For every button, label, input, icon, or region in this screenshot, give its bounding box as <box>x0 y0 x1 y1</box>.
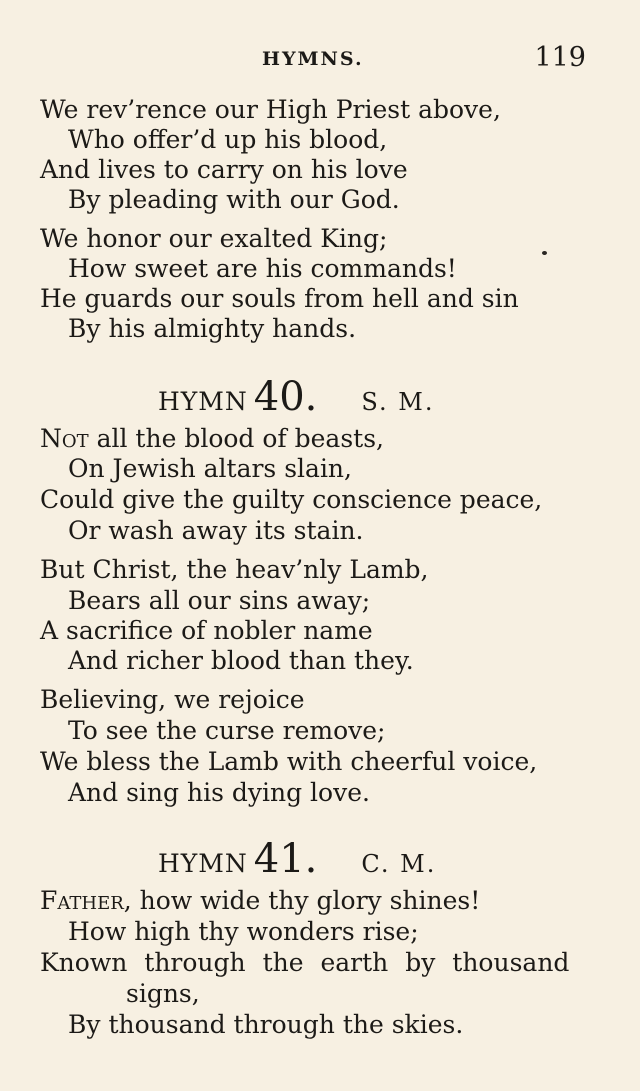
verse-line: Could give the guilty conscience peace, <box>40 485 543 514</box>
hymn-number: 40. <box>253 374 318 420</box>
verse-line: By pleading with our God. <box>68 185 400 214</box>
running-title: HYMNS. <box>262 48 364 70</box>
verse-line-runover: signs, <box>126 979 200 1008</box>
initial-word: Father <box>40 886 124 915</box>
verse-line: But Christ, the heav’nly Lamb, <box>40 555 429 584</box>
ink-speck <box>542 251 547 255</box>
verse-line: Believing, we rejoice <box>40 685 305 714</box>
verse-line: How high thy wonders rise; <box>68 917 419 946</box>
verse-line: How sweet are his commands! <box>68 254 457 283</box>
hymn-number: 41. <box>253 836 318 882</box>
verse-line: By his almighty hands. <box>68 314 357 343</box>
running-head <box>0 42 640 76</box>
verse-line: And richer blood than they. <box>68 646 414 675</box>
hymn-meter: S. M. <box>361 388 435 416</box>
page-number: 119 <box>534 42 586 73</box>
verse-line: We rev’rence our High Priest above, <box>40 95 501 124</box>
hymn-meter: C. M. <box>361 850 437 878</box>
verse-line: A sacrifice of nobler name <box>40 616 373 645</box>
first-line-rest: all the blood of beasts, <box>88 424 384 453</box>
verse-line: Or wash away its stain. <box>68 516 364 545</box>
first-line-rest: , how wide thy glory shines! <box>123 886 481 915</box>
verse-line: Bears all our sins away; <box>68 586 371 615</box>
verse-line <box>40 424 384 454</box>
verse-line: And sing his dying love. <box>68 778 370 807</box>
verse-line: Who offer’d up his blood, <box>68 125 388 154</box>
hymn-label: HYMN <box>158 849 248 878</box>
verse-line <box>40 886 480 916</box>
hymn-label: HYMN <box>158 387 248 416</box>
verse-line: On Jewish altars slain, <box>68 454 352 483</box>
hymn-40-heading <box>158 374 434 420</box>
verse-line: We honor our exalted King; <box>40 224 388 253</box>
verse-line: Known through the earth by thousand <box>40 948 570 977</box>
verse-line: And lives to carry on his love <box>40 155 408 184</box>
hymn-41-heading <box>158 836 436 882</box>
verse-line: We bless the Lamb with cheerful voice, <box>40 747 538 776</box>
verse-line: By thousand through the skies. <box>68 1010 464 1039</box>
initial-word: Not <box>40 424 89 453</box>
verse-line: He guards our souls from hell and sin <box>40 284 519 313</box>
verse-line: To see the curse remove; <box>68 716 386 745</box>
